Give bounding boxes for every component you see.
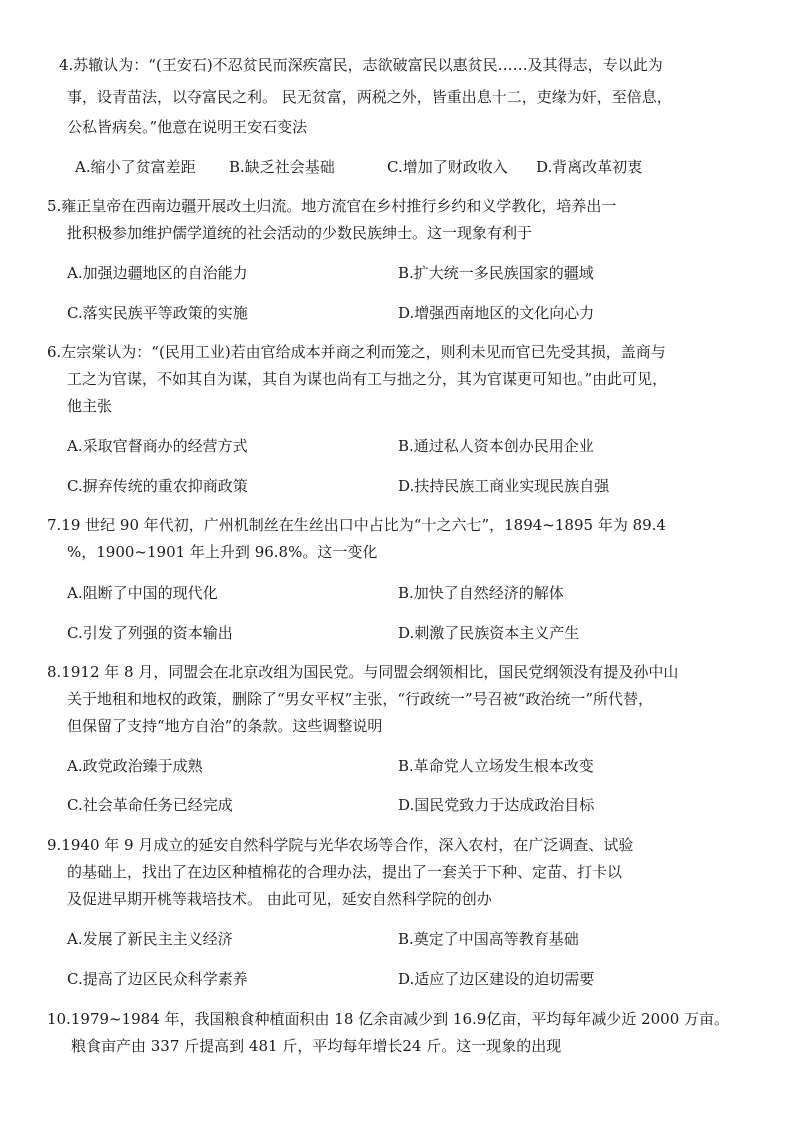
question-4-option-c: C.增加了财政收入 — [387, 158, 508, 176]
question-9-option-c: C.提高了边区民众科学素养 — [67, 970, 248, 988]
question-9-stem-line-3: 及促进早期开桃等栽培技术。 由此可见，延安自然科学院的创办 — [67, 890, 492, 908]
question-7-option-b: B.加快了自然经济的解体 — [398, 584, 564, 602]
question-9-stem-line-2: 的基础上，找出了在边区种植棉花的合理办法，提出了一套关于下种、定苗、打卡以 — [67, 863, 623, 881]
question-8-option-b: B.革命党人立场发生根本改变 — [398, 757, 594, 775]
question-6-option-a: A.采取官督商办的经营方式 — [67, 437, 248, 455]
question-4-option-a: A.缩小了贫富差距 — [75, 158, 196, 176]
question-5-stem-line-2: 批积极参加维护儒学道统的社会活动的少数民族绅士。这一现象有利于 — [67, 224, 533, 242]
question-9-stem-line-1: 9.1940 年 9 月成立的延安自然科学院与光华农场等合作，深入农村，在广泛调查、试验 — [47, 836, 634, 854]
question-8-stem-line-3: 但保留了支持“地方自治”的条款。这些调整说明 — [67, 717, 383, 735]
question-8-option-c: C.社会革命任务已经完成 — [67, 796, 233, 814]
question-7-stem-line-2: %，1900~1901 年上升到 96.8%。这一变化 — [67, 543, 378, 561]
question-5-option-b: B.扩大统一多民族国家的疆域 — [398, 264, 594, 282]
question-6-stem-line-3: 他主张 — [67, 397, 113, 415]
question-8-option-d: D.国民党致力于达成政治目标 — [398, 796, 595, 814]
question-9-option-b: B.奠定了中国高等教育基础 — [398, 930, 579, 948]
question-4-stem-line-1: 4.苏辙认为：“(王安石)不忍贫民而深疾富民，志欲破富民以惠贫民……及其得志，专以此为 — [59, 56, 663, 74]
question-6-option-c: C.摒弃传统的重农抑商政策 — [67, 477, 248, 495]
question-6-option-d: D.扶持民族工商业实现民族自强 — [398, 477, 610, 495]
question-7-option-d: D.刺激了民族资本主义产生 — [398, 624, 580, 642]
question-6-option-b: B.通过私人资本创办民用企业 — [398, 437, 594, 455]
question-5-option-d: D.增强西南地区的文化向心力 — [398, 304, 595, 322]
question-4-option-d: D.背离改革初衷 — [536, 158, 643, 176]
question-8-stem-line-2: 关于地租和地权的政策，删除了“男女平权”主张，“行政统一”号召被“政治统一”所代替， — [67, 690, 654, 708]
question-6-stem-line-2: 工之为官谋，不如其自为谋，其自为谋也尚有工与拙之分，其为官谋更可知也。”由此可见， — [67, 370, 668, 388]
question-9-option-d: D.适应了边区建设的迫切需要 — [398, 970, 595, 988]
question-6-stem-line-1: 6.左宗棠认为：“(民用工业)若由官给成本并商之利而笼之，则利未见而官已先受其损，盖商与 — [47, 343, 666, 361]
question-8-option-a: A.政党政治臻于成熟 — [67, 757, 203, 775]
question-10-stem-line-1: 10.1979~1984 年，我国粮食种植面积由 18 亿余亩减少到 16.9亿亩，平均每年减少近 2000 万亩。 — [47, 1010, 730, 1028]
question-5-stem-line-1: 5.雍正皇帝在西南边疆开展改土归流。地方流官在乡村推行乡约和义学教化，培养出一 — [47, 197, 617, 215]
question-5-option-c: C.落实民族平等政策的实施 — [67, 304, 248, 322]
question-5-option-a: A.加强边疆地区的自治能力 — [67, 264, 248, 282]
question-8-stem-line-1: 8.1912 年 8 月，同盟会在北京改组为国民党。与同盟会纲领相比，国民党纲领没有提及孙中山 — [47, 663, 679, 681]
question-4-stem-line-2: 事，设青苗法，以夺富民之利。 民无贫富，两税之外，皆重出息十二，吏缘为奸，至倍息， — [67, 88, 672, 106]
question-10-stem-line-2: 粮食亩产由 337 斤提高到 481 斤，平均每年增长24 斤。这一现象的出现 — [71, 1037, 562, 1055]
question-9-option-a: A.发展了新民主主义经济 — [67, 930, 233, 948]
question-4-option-b: B.缺乏社会基础 — [229, 158, 335, 176]
question-7-stem-line-1: 7.19 世纪 90 年代初，广州机制丝在生丝出口中占比为“十之六七”，1894~1895 年为 89.4 — [47, 516, 666, 534]
question-7-option-c: C.引发了列强的资本输出 — [67, 624, 233, 642]
question-7-option-a: A.阻断了中国的现代化 — [67, 584, 218, 602]
question-4-stem-line-3: 公私皆病矣。”他意在说明王安石变法 — [67, 118, 308, 136]
